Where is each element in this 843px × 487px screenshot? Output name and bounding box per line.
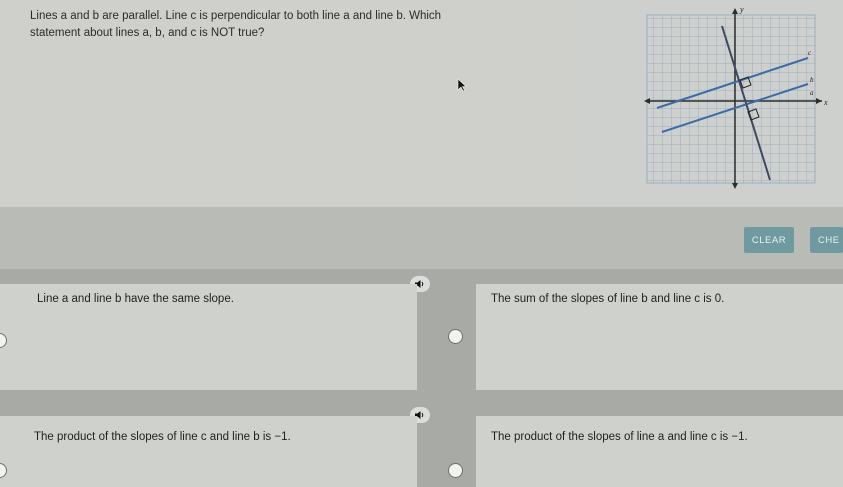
check-button[interactable]: CHE (810, 227, 843, 253)
answer-choice-4-text: The product of the slopes of line a and line c is −1. (491, 431, 748, 443)
question-line-2: statement about lines a, b, and c is NOT true? (30, 27, 265, 39)
question-panel (0, 0, 572, 207)
line-a-label: a (810, 89, 814, 97)
graph-panel (572, 0, 843, 207)
line-c-label: c (808, 49, 812, 57)
coordinate-graph (572, 0, 843, 207)
y-axis-label: y (740, 5, 744, 14)
answer-choice-4-radio[interactable] (448, 463, 463, 478)
graph-grid (647, 15, 815, 183)
answer-choice-2-text: The sum of the slopes of line b and line c is 0. (491, 293, 725, 305)
clear-button[interactable]: CLEAR (744, 227, 794, 253)
mouse-pointer-icon (457, 78, 467, 92)
question-line-1: Lines a and b are parallel. Line c is perpendicular to both line a and line b. Which (30, 10, 442, 22)
line-b-label: b (810, 76, 814, 84)
toolbar (0, 207, 843, 269)
answer-choice-3[interactable] (0, 416, 417, 487)
question-text (30, 8, 530, 42)
answer-choice-3-text: The product of the slopes of line c and line b is −1. (34, 431, 291, 443)
answer-choice-1-text: Line a and line b have the same slope. (37, 293, 234, 305)
answer-choice-4[interactable] (476, 416, 843, 487)
x-axis-label: x (824, 98, 828, 107)
answer-choice-2-radio[interactable] (448, 329, 463, 344)
